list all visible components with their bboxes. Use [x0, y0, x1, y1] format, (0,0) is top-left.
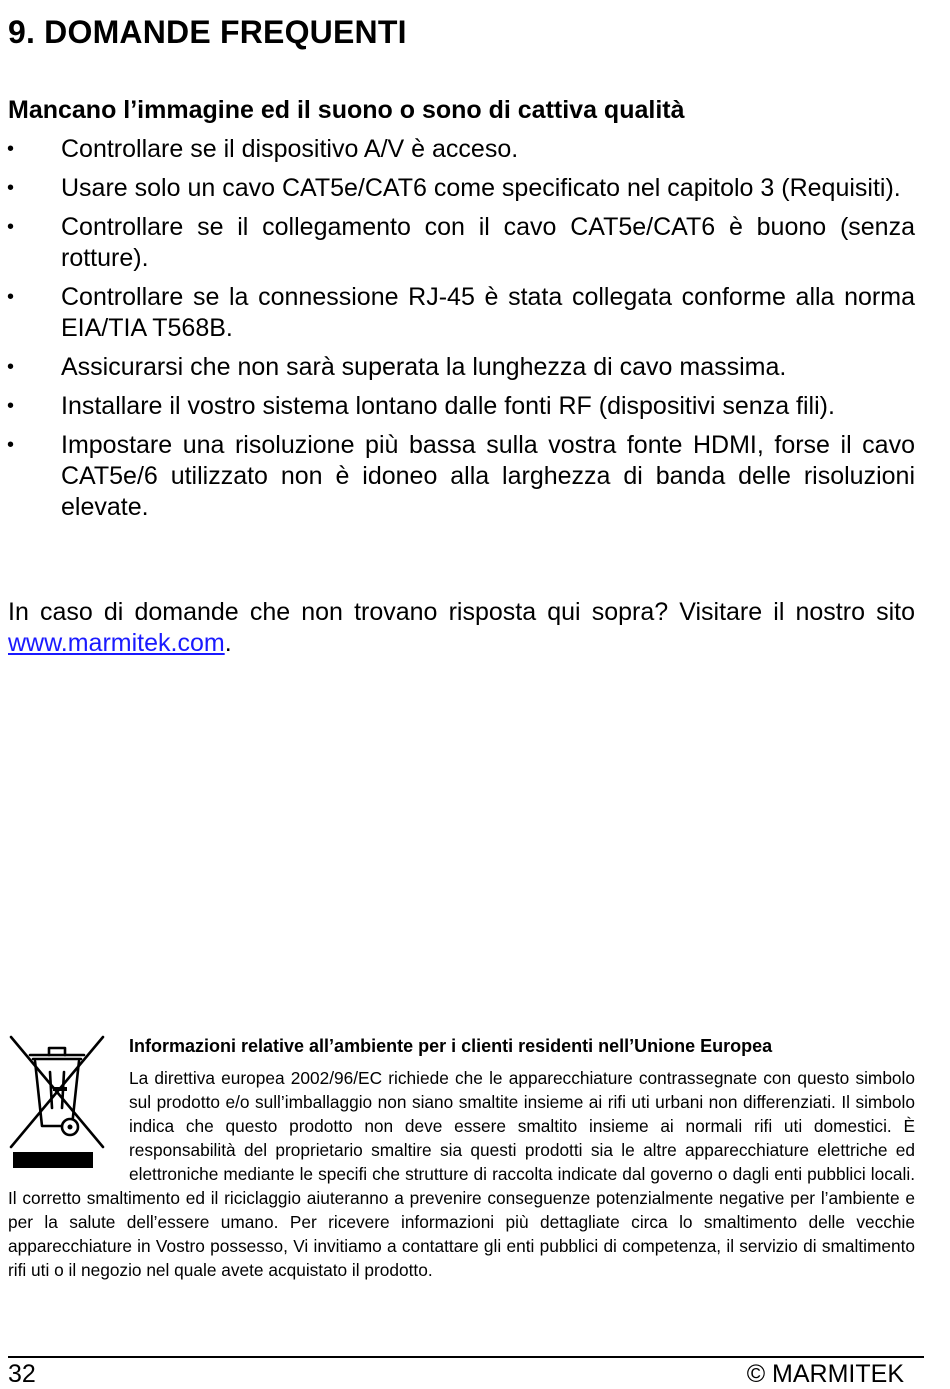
outro-period: .	[224, 629, 232, 657]
list-item-text: Controllare se la connessione RJ-45 è stata collegata conforme alla norma EIA/TIA T568B.	[61, 283, 915, 342]
bullet-icon: •	[7, 286, 15, 308]
list-item	[0, 391, 915, 422]
list-item-text: Assicurarsi che non sarà superata la lunghezza di cavo massima.	[61, 353, 787, 381]
footer-divider	[8, 1356, 924, 1358]
environment-notice	[8, 1066, 915, 1282]
list-item	[0, 173, 915, 204]
list-item	[0, 134, 915, 165]
page-title: 9. DOMANDE FREQUENTI	[8, 14, 407, 50]
list-item-text: Installare il vostro sistema lontano dalle fonti RF (dispositivi senza fili).	[61, 392, 835, 420]
bullet-icon: •	[7, 434, 15, 456]
list-item	[0, 282, 915, 344]
outro-text: In caso di domande che non trovano risposta qui sopra? Visitare il nostro sito	[8, 598, 915, 626]
list-item-text: Impostare una risoluzione più bassa sulla vostra fonte HDMI, forse il cavo CAT5e/6 utilizzato non è idoneo alla larghezza di banda delle risoluzioni elevate.	[61, 431, 915, 521]
list-item-text: Controllare se il collegamento con il cavo CAT5e/CAT6 è buono (senza rotture).	[61, 213, 915, 272]
list-item-text: Controllare se il dispositivo A/V è acceso.	[61, 135, 519, 163]
copyright-notice: © MARMITEK	[746, 1360, 904, 1388]
website-link[interactable]: www.marmitek.com	[8, 629, 225, 657]
bullet-icon: •	[7, 216, 15, 238]
bullet-icon: •	[7, 356, 15, 378]
list-item	[0, 352, 915, 383]
outro-paragraph	[8, 597, 915, 659]
section-heading: Mancano l’immagine ed il suono o sono di cattiva qualità	[8, 96, 685, 124]
bullet-icon: •	[7, 395, 15, 417]
environment-heading: Informazioni relative all’ambiente per i clienti residenti nell’Unione Europea	[129, 1036, 773, 1056]
page-number: 32	[8, 1360, 36, 1388]
troubleshooting-list	[0, 134, 915, 531]
list-item	[0, 430, 915, 523]
bullet-icon: •	[7, 177, 15, 199]
bullet-icon: •	[7, 138, 15, 160]
environment-paragraph: La direttiva europea 2002/96/EC richiede che le apparecchiature contrassegnate con questo simbolo sul prodotto e/o sull’imballaggio non siano smaltite insieme ai rifi uti urbani non differenziati. Il simbolo indica che questo prodotto non deve essere smaltito insieme ai normali rifi uti domestici. È responsabilità del proprietario smaltire sia questi prodotti sia le altre apparecchiature elettriche ed elettroniche mediante le specifi che strutture di raccolta indicate dal governo o dagli enti pubblici locali. Il corretto smaltimento ed il riciclaggio aiuteranno a prevenire conseguenze potenzialmente negative per l’ambiente e per la salute dell’essere umano. Per ricevere informazioni più dettagliate circa lo smaltimento delle vecchie apparecchiature in Vostro possesso, Vi invitiamo a contattare gli enti pubblici di competenza, il servizio di smaltimento rifi uti o il negozio nel quale avete acquistato il prodotto.	[8, 1068, 915, 1280]
list-item	[0, 212, 915, 274]
list-item-text: Usare solo un cavo CAT5e/CAT6 come specificato nel capitolo 3 (Requisiti).	[61, 174, 901, 202]
